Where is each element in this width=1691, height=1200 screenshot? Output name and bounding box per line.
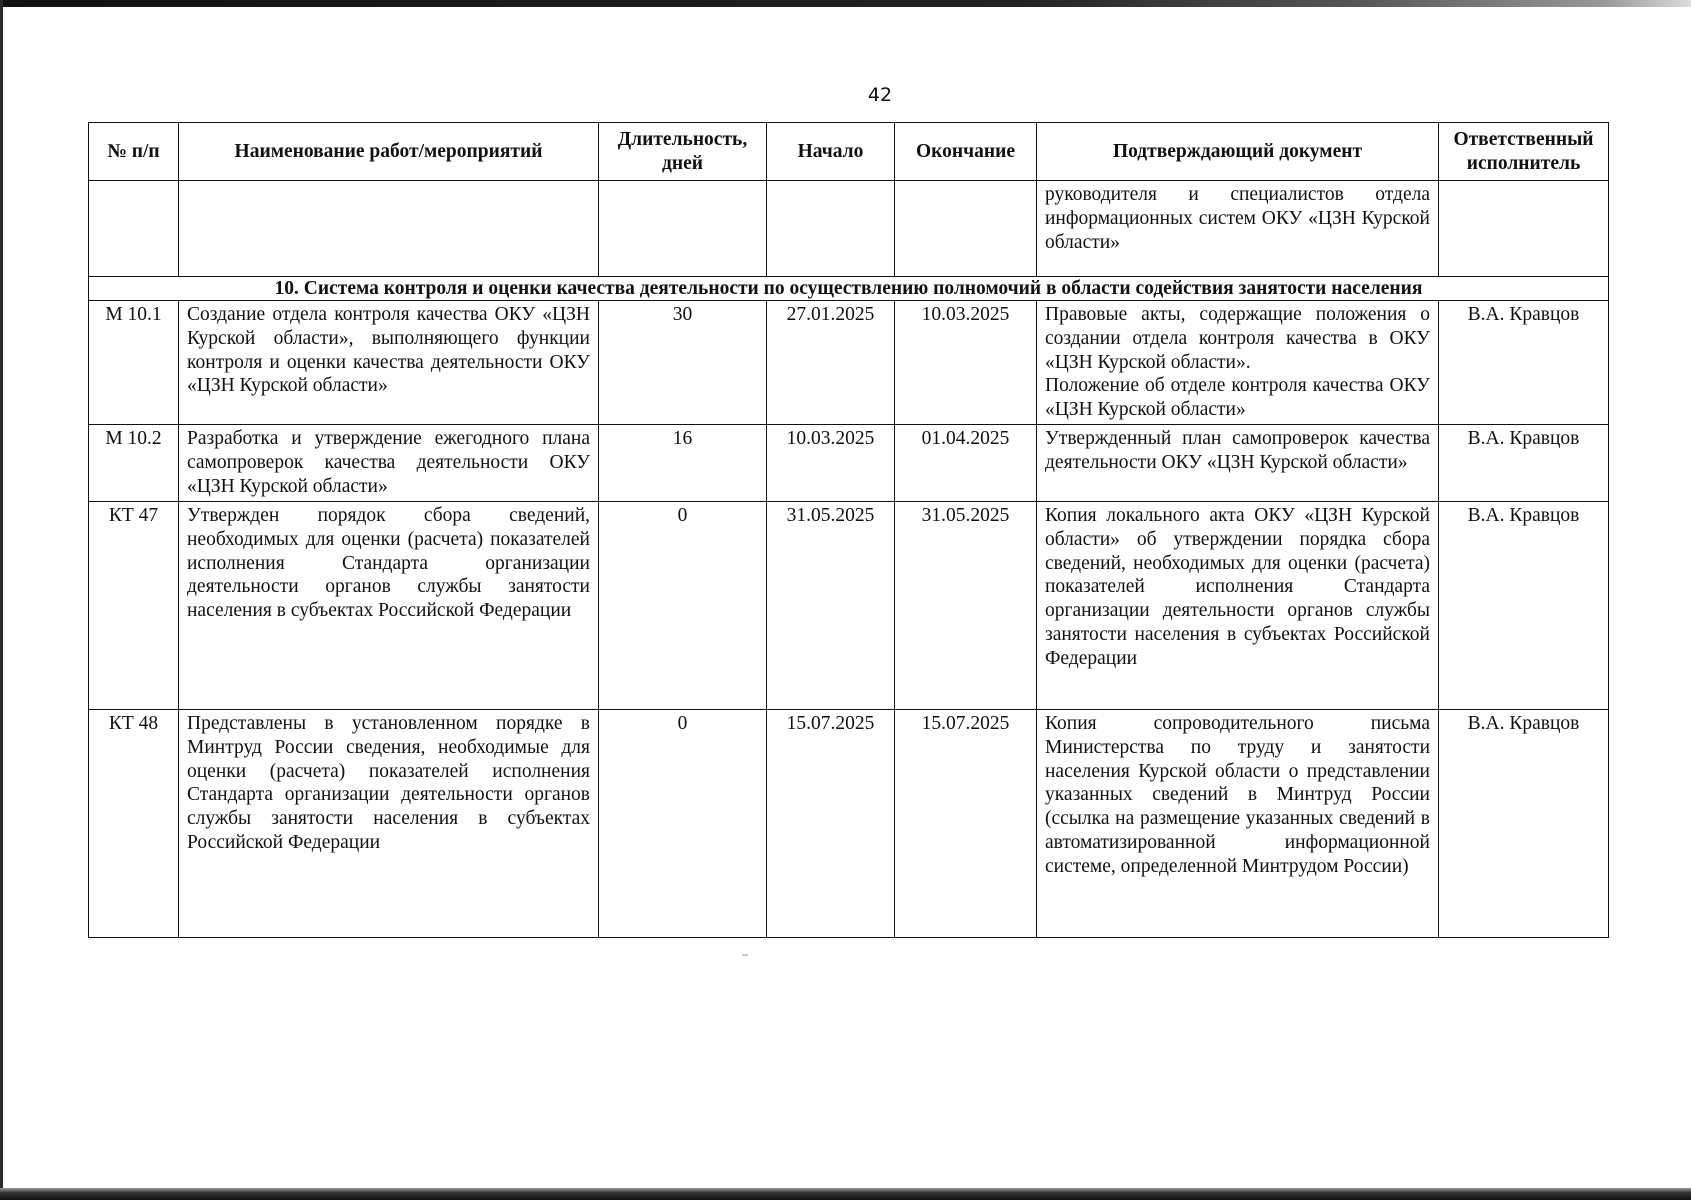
- cell-code: М 10.1: [89, 301, 179, 425]
- header-number: № п/п: [89, 123, 179, 181]
- cell-document: Копия сопроводительного письма Министерства по труду и занятости населения Курской области о представлении указанных сведений в Минтруд России (ссылка на размещение указанных сведений в автоматизированной информационной системе, определенной Минтрудом России): [1037, 710, 1439, 938]
- cell-code: [89, 181, 179, 277]
- cell-end: 01.04.2025: [895, 425, 1037, 502]
- cell-name: Утвержден порядок сбора сведений, необходимых для оценки (расчета) показателей исполнения Стандарта организации деятельности органов службы занятости населения в субъектах Российской Федерации: [179, 502, 599, 710]
- cell-start: 10.03.2025: [767, 425, 895, 502]
- cell-duration: 30: [599, 301, 767, 425]
- cell-responsible: В.А. Кравцов: [1439, 502, 1609, 710]
- cell-responsible: [1439, 181, 1609, 277]
- page-number: 42: [867, 84, 893, 106]
- cell-name: Представлены в установленном порядке в Минтруд России сведения, необходимые для оценки (расчета) показателей исполнения Стандарта организации деятельности органов службы занятости населения в субъектах Российской Федерации: [179, 710, 599, 938]
- cell-document: Утвержденный план самопроверок качества деятельности ОКУ «ЦЗН Курской области»: [1037, 425, 1439, 502]
- cell-end: [895, 181, 1037, 277]
- cell-code: КТ 48: [89, 710, 179, 938]
- scan-speck: [742, 954, 748, 956]
- cell-duration: 0: [599, 502, 767, 710]
- cell-end: 31.05.2025: [895, 502, 1037, 710]
- cell-document: [1037, 301, 1439, 425]
- header-start: Начало: [767, 123, 895, 181]
- cell-name: Разработка и утверждение ежегодного плана самопроверок качества деятельности ОКУ «ЦЗН Курской области»: [179, 425, 599, 502]
- cell-code: КТ 47: [89, 502, 179, 710]
- cell-code: М 10.2: [89, 425, 179, 502]
- scan-edge-left: [0, 0, 3, 1200]
- plan-table: [88, 122, 1609, 938]
- cell-name: Создание отдела контроля качества ОКУ «ЦЗН Курской области», выполняющего функции контроля и оценки качества деятельности ОКУ «ЦЗН Курской области»: [179, 301, 599, 425]
- cell-responsible: В.А. Кравцов: [1439, 301, 1609, 425]
- document-text: Правовые акты, содержащие положения о создании отдела контроля качества в ОКУ «ЦЗН Курской области». Положение об отделе контроля качества ОКУ «ЦЗН Курской области»: [1045, 304, 1430, 421]
- section-row: [89, 277, 1609, 301]
- cell-end: 10.03.2025: [895, 301, 1037, 425]
- table-row: [89, 425, 1609, 502]
- cell-start: 15.07.2025: [767, 710, 895, 938]
- cell-duration: [599, 181, 767, 277]
- cell-start: 27.01.2025: [767, 301, 895, 425]
- header-document: Подтверждающий документ: [1037, 123, 1439, 181]
- cell-end: 15.07.2025: [895, 710, 1037, 938]
- table-row: [89, 710, 1609, 938]
- table-header-row: [89, 123, 1609, 181]
- cell-duration: 0: [599, 710, 767, 938]
- section-title: 10. Система контроля и оценки качества деятельности по осуществлению полномочий в области содействия занятости населения: [89, 277, 1609, 301]
- cell-duration: 16: [599, 425, 767, 502]
- scan-edge-top: [0, 0, 1691, 7]
- header-name: Наименование работ/мероприятий: [179, 123, 599, 181]
- cell-responsible: В.А. Кравцов: [1439, 425, 1609, 502]
- continuation-row: [89, 181, 1609, 277]
- cell-start: 31.05.2025: [767, 502, 895, 710]
- table-row: [89, 502, 1609, 710]
- cell-name: [179, 181, 599, 277]
- cell-responsible: В.А. Кравцов: [1439, 710, 1609, 938]
- scan-edge-bottom: [0, 1188, 1691, 1200]
- table-row: [89, 301, 1609, 425]
- header-end: Окончание: [895, 123, 1037, 181]
- header-duration: Длительность, дней: [599, 123, 767, 181]
- cell-document: руководителя и специалистов отдела информационных систем ОКУ «ЦЗН Курской области»: [1037, 181, 1439, 277]
- cell-document: Копия локального акта ОКУ «ЦЗН Курской области» об утверждении порядка сбора сведений, необходимых для оценки (расчета) показателей исполнения Стандарта организации деятельности органов службы занятости населения в субъектах Российской Федерации: [1037, 502, 1439, 710]
- cell-start: [767, 181, 895, 277]
- header-responsible: Ответственный исполнитель: [1439, 123, 1609, 181]
